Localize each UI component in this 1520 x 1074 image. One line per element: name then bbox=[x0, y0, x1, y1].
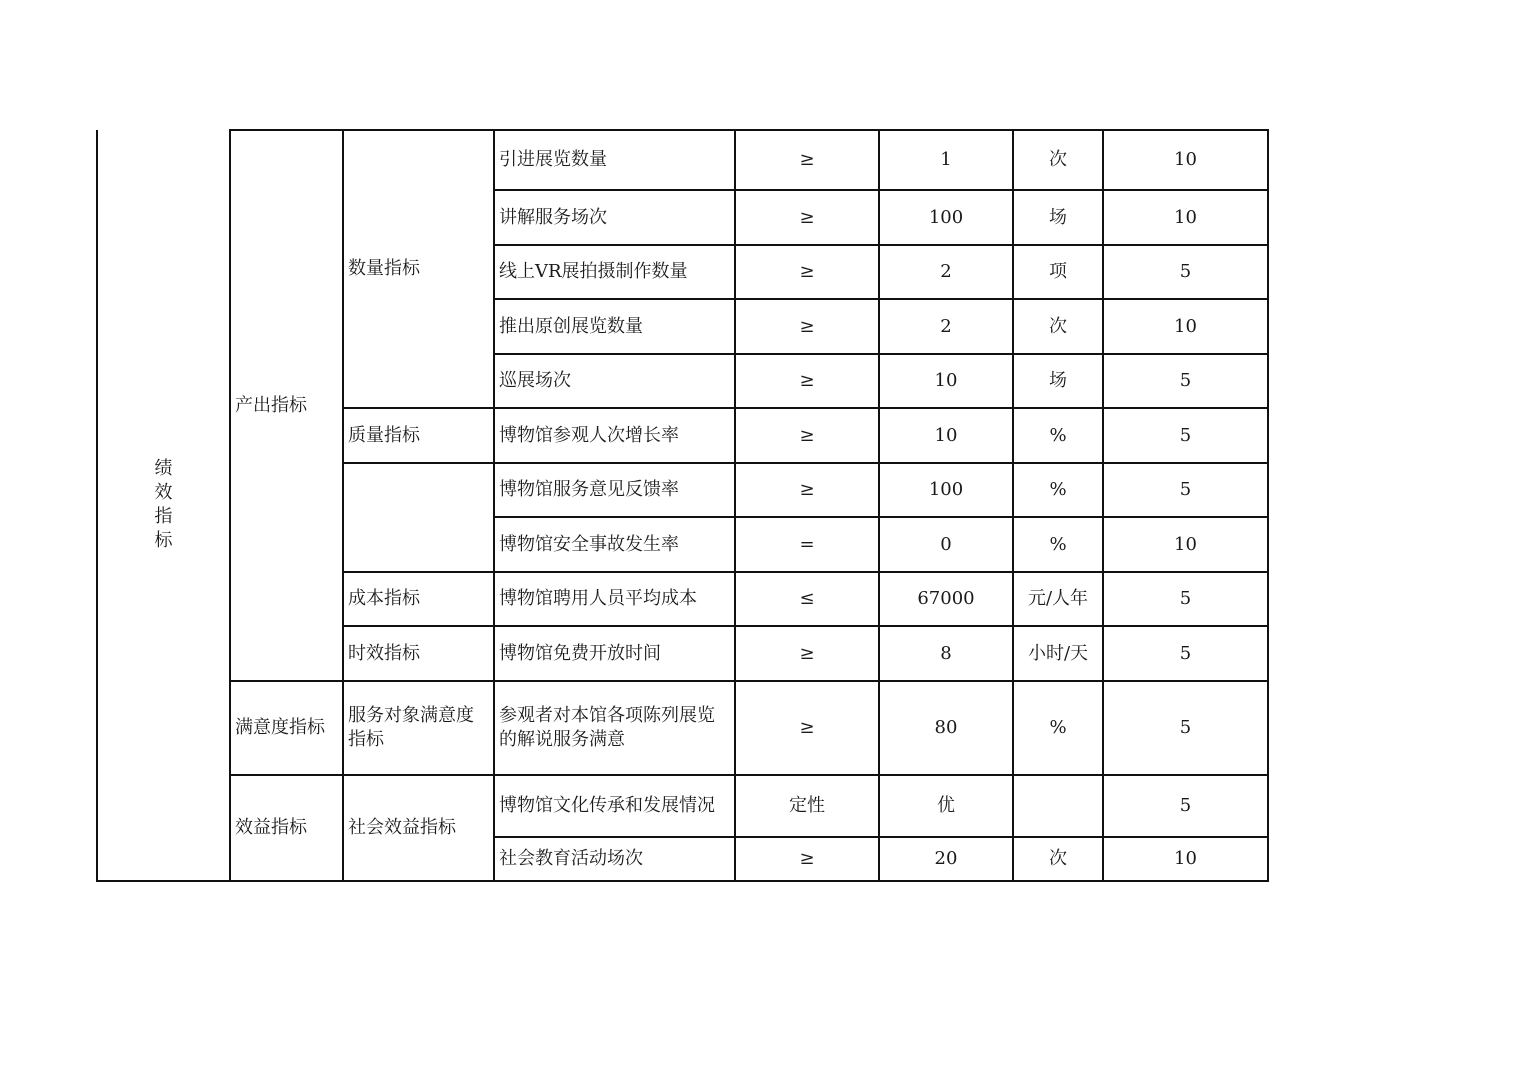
output-indicators-cell: 产出指标 bbox=[230, 130, 343, 681]
table-row bbox=[97, 681, 1268, 775]
target-value-cell: 8 bbox=[879, 626, 1013, 681]
score-cell: 5 bbox=[1103, 245, 1268, 299]
indicator-cell: 博物馆文化传承和发展情况 bbox=[494, 775, 735, 837]
unit-cell: 场 bbox=[1013, 190, 1103, 245]
empty-level2-cell bbox=[343, 463, 494, 572]
operator-cell: ≥ bbox=[735, 626, 879, 681]
target-value-cell: 0 bbox=[879, 517, 1013, 572]
table-row bbox=[97, 775, 1268, 837]
satisfaction-indicators-cell: 满意度指标 bbox=[230, 681, 343, 775]
benefit-indicators-cell: 效益指标 bbox=[230, 775, 343, 881]
indicator-cell: 博物馆服务意见反馈率 bbox=[494, 463, 735, 517]
performance-indicator-table bbox=[96, 129, 1269, 882]
unit-cell: % bbox=[1013, 408, 1103, 463]
score-cell: 5 bbox=[1103, 463, 1268, 517]
unit-cell: 元/人年 bbox=[1013, 572, 1103, 626]
table-row bbox=[97, 130, 1268, 190]
operator-cell: ≥ bbox=[735, 354, 879, 408]
target-value-cell: 10 bbox=[879, 408, 1013, 463]
score-cell: 5 bbox=[1103, 681, 1268, 775]
unit-cell: 次 bbox=[1013, 837, 1103, 881]
unit-cell: 项 bbox=[1013, 245, 1103, 299]
operator-cell: ≥ bbox=[735, 681, 879, 775]
operator-cell: ≥ bbox=[735, 245, 879, 299]
operator-cell: ≤ bbox=[735, 572, 879, 626]
indicator-cell: 社会教育活动场次 bbox=[494, 837, 735, 881]
unit-cell: % bbox=[1013, 681, 1103, 775]
unit-cell: 小时/天 bbox=[1013, 626, 1103, 681]
target-value-cell: 优 bbox=[879, 775, 1013, 837]
score-cell: 5 bbox=[1103, 775, 1268, 837]
quality-indicators-cell: 质量指标 bbox=[343, 408, 494, 463]
score-cell: 10 bbox=[1103, 837, 1268, 881]
target-value-cell: 20 bbox=[879, 837, 1013, 881]
score-cell: 10 bbox=[1103, 190, 1268, 245]
score-cell: 5 bbox=[1103, 626, 1268, 681]
unit-cell: 次 bbox=[1013, 130, 1103, 190]
social-benefit-cell: 社会效益指标 bbox=[343, 775, 494, 881]
score-cell: 5 bbox=[1103, 354, 1268, 408]
indicator-cell: 博物馆安全事故发生率 bbox=[494, 517, 735, 572]
timeliness-indicators-cell: 时效指标 bbox=[343, 626, 494, 681]
operator-cell: ≥ bbox=[735, 408, 879, 463]
target-value-cell: 2 bbox=[879, 245, 1013, 299]
target-value-cell: 80 bbox=[879, 681, 1013, 775]
indicator-cell: 讲解服务场次 bbox=[494, 190, 735, 245]
quantity-indicators-cell: 数量指标 bbox=[343, 130, 494, 408]
operator-cell: = bbox=[735, 517, 879, 572]
indicator-cell: 引进展览数量 bbox=[494, 130, 735, 190]
operator-cell: 定性 bbox=[735, 775, 879, 837]
score-cell: 10 bbox=[1103, 130, 1268, 190]
indicator-cell: 博物馆聘用人员平均成本 bbox=[494, 572, 735, 626]
indicator-cell: 线上VR展拍摄制作数量 bbox=[494, 245, 735, 299]
score-cell: 10 bbox=[1103, 299, 1268, 354]
unit-cell: % bbox=[1013, 463, 1103, 517]
indicator-cell: 博物馆参观人次增长率 bbox=[494, 408, 735, 463]
operator-cell: ≥ bbox=[735, 299, 879, 354]
target-value-cell: 67000 bbox=[879, 572, 1013, 626]
unit-cell: % bbox=[1013, 517, 1103, 572]
unit-cell bbox=[1013, 775, 1103, 837]
target-value-cell: 1 bbox=[879, 130, 1013, 190]
target-value-cell: 10 bbox=[879, 354, 1013, 408]
indicator-cell: 博物馆免费开放时间 bbox=[494, 626, 735, 681]
service-satisfaction-cell: 服务对象满意度指标 bbox=[343, 681, 494, 775]
target-value-cell: 2 bbox=[879, 299, 1013, 354]
indicator-cell: 巡展场次 bbox=[494, 354, 735, 408]
cost-indicators-cell: 成本指标 bbox=[343, 572, 494, 626]
indicator-cell: 推出原创展览数量 bbox=[494, 299, 735, 354]
performance-indicators-label: 绩 效 指 标 bbox=[97, 130, 230, 881]
score-cell: 5 bbox=[1103, 408, 1268, 463]
unit-cell: 次 bbox=[1013, 299, 1103, 354]
operator-cell: ≥ bbox=[735, 837, 879, 881]
operator-cell: ≥ bbox=[735, 190, 879, 245]
operator-cell: ≥ bbox=[735, 130, 879, 190]
score-cell: 10 bbox=[1103, 517, 1268, 572]
indicator-cell: 参观者对本馆各项陈列展览的解说服务满意 bbox=[494, 681, 735, 775]
target-value-cell: 100 bbox=[879, 463, 1013, 517]
unit-cell: 场 bbox=[1013, 354, 1103, 408]
target-value-cell: 100 bbox=[879, 190, 1013, 245]
operator-cell: ≥ bbox=[735, 463, 879, 517]
score-cell: 5 bbox=[1103, 572, 1268, 626]
